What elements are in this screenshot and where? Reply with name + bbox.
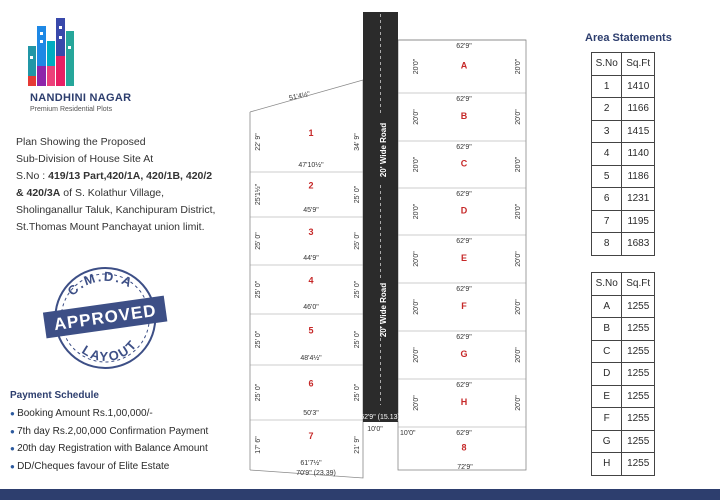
plot-label: G: [460, 349, 468, 359]
table-cell: 5: [592, 165, 622, 188]
payment-item: ● DD/Cheques favour of Elite Estate: [10, 458, 208, 476]
table-cell: 8: [592, 233, 622, 256]
plot-bottom-dimension: 61'7½": [300, 460, 322, 467]
table-row: [592, 98, 655, 121]
plot-right-dimension: 20'0": [515, 299, 522, 315]
plot-right-dimension: 25' 0": [354, 185, 361, 204]
table-cell: 1195: [622, 210, 655, 233]
payment-item: ● 20th day Registration with Balance Amount: [10, 440, 208, 458]
desc-line-2: Sub-Division of House Site At: [16, 153, 154, 165]
table-row: [592, 340, 655, 363]
table-cell: B: [592, 318, 622, 341]
payment-title: Payment Schedule: [10, 390, 99, 401]
plot-label: 2: [308, 180, 314, 191]
table-row: [592, 295, 655, 318]
plot-label: 7: [308, 431, 314, 441]
plot-bottom-dimension: 47'10½": [298, 162, 324, 169]
table-cell: 1255: [622, 363, 655, 386]
table-cell: 1255: [622, 453, 655, 476]
plot-bottom-dimension: 50'3": [303, 410, 319, 417]
table-cell: E: [592, 385, 622, 408]
plot-left-dimension: 25' 0": [255, 383, 262, 402]
plot-label: 5: [308, 325, 314, 336]
table-cell: A: [592, 295, 622, 318]
plot-label: C: [460, 158, 468, 169]
desc-line-1: Plan Showing the Proposed: [16, 136, 146, 148]
plot-label: 3: [308, 227, 314, 237]
brand-tagline: Premium Residential Plots: [30, 106, 113, 113]
plot-right-dimension: 21' 9": [354, 436, 361, 454]
table-row: [592, 453, 655, 476]
plot-right-dimension: 20'0": [515, 347, 522, 363]
table-cell: F: [592, 408, 622, 431]
table-cell: 4: [592, 143, 622, 166]
table-row: [592, 363, 655, 386]
table-cell: 1140: [622, 143, 655, 166]
table-cell: 7: [592, 210, 622, 233]
area-table-lettered: [591, 272, 655, 476]
plot-left-dimension: 20'0": [413, 203, 420, 220]
plot-left-dimension: 25' 0": [255, 232, 262, 250]
plot-top-dimension: 62'9": [456, 144, 472, 151]
table-cell: 1410: [622, 75, 655, 98]
plot-left-dimension: 20'0": [413, 251, 420, 267]
plot-left-dimension: 20'0": [413, 58, 420, 75]
plot-bottom-dimension: 48'4½": [300, 355, 322, 362]
table-cell: 1255: [622, 340, 655, 363]
plot-top-dimension: 62'9": [456, 43, 472, 50]
right-bottom-dimension: 72'9": [457, 464, 473, 471]
plot-right-dimension: 20'0": [515, 58, 522, 75]
table-row: [592, 385, 655, 408]
left-block-outline: [250, 80, 363, 478]
payment-item: ● Booking Amount Rs.1,00,000/-: [10, 405, 208, 423]
table-row: [592, 408, 655, 431]
plot-bottom-dimension: 46'0": [303, 304, 319, 311]
plot-top-dimension: 62'9": [456, 430, 472, 437]
desc-village: of S. Kolathur Village,: [60, 187, 165, 199]
table-cell: 2: [592, 98, 622, 121]
table-row: [592, 165, 655, 188]
corner-dimension: 10'0": [367, 426, 383, 433]
table-cell: 1255: [622, 295, 655, 318]
plot-right-dimension: 25' 0": [354, 383, 361, 402]
plot-left-dimension: 25' 0": [255, 330, 262, 349]
table-cell: 1166: [622, 98, 655, 121]
plot-top-dimension: 62'9": [456, 96, 472, 103]
plot-right-dimension: 20'0": [515, 395, 522, 411]
plot-label: 4: [308, 275, 314, 286]
table-header-cell: S.No: [592, 53, 622, 76]
footer-bar: [0, 489, 720, 500]
plot-left-dimension: 10'0": [400, 430, 416, 437]
plot-bottom-dimension: 45'9": [303, 207, 319, 214]
stamp-top-text: C.M.D.A: [64, 268, 137, 299]
table-cell: G: [592, 430, 622, 453]
road-label-bottom: 20' Wide Road: [379, 282, 388, 338]
desc-sno-values: 419/13 Part,420/1A, 420/1B, 420/2: [48, 170, 213, 182]
plot-right-dimension: 20'0": [515, 156, 522, 173]
table-row: [592, 318, 655, 341]
plot-label: D: [460, 205, 468, 216]
desc-line-6: St.Thomas Mount Panchayat union limit.: [16, 221, 205, 233]
plot-label: H: [460, 397, 468, 407]
table-cell: C: [592, 340, 622, 363]
plot-right-dimension: 34' 9": [354, 133, 361, 151]
table-cell: 1683: [622, 233, 655, 256]
table-cell: H: [592, 453, 622, 476]
table-cell: 1415: [622, 120, 655, 143]
table-row: [592, 233, 655, 256]
stamp-middle-text: APPROVED: [52, 300, 158, 335]
table-header-cell: S.No: [592, 273, 622, 296]
table-cell: 1255: [622, 430, 655, 453]
stamp-bottom-text: LAYOUT: [79, 336, 141, 365]
plot-label: 6: [308, 378, 314, 389]
plot-right-dimension: 20'0": [515, 109, 522, 125]
plot-top-dimension: 62'9": [456, 191, 472, 198]
table-cell: 1255: [622, 408, 655, 431]
plot-left-dimension: 25' 0": [255, 280, 262, 299]
payment-item: ● 7th day Rs.2,00,000 Confirmation Payment: [10, 423, 208, 441]
area-table-numbered: [591, 52, 655, 256]
table-row: [592, 210, 655, 233]
table-cell: 3: [592, 120, 622, 143]
plot-top-dimension: 62'9": [456, 238, 472, 245]
desc-sno-values-2: & 420/3A: [16, 187, 61, 199]
plot-label: B: [460, 111, 468, 121]
table-cell: 1255: [622, 385, 655, 408]
plot-bottom-dimension: 44'9": [303, 255, 319, 262]
table-row: [592, 75, 655, 98]
plot-label: A: [460, 60, 468, 71]
plot-right-dimension: 20'0": [515, 251, 522, 267]
plot-left-dimension: 20'0": [413, 109, 420, 125]
brand-name: NANDHINI NAGAR: [30, 92, 132, 104]
plot-left-dimension: 22' 9": [255, 133, 262, 151]
table-row: [592, 188, 655, 211]
table-cell: 1255: [622, 318, 655, 341]
road-width-label: 62'9" (15.13): [360, 414, 400, 421]
plot-right-dimension: 25' 0": [354, 330, 361, 349]
plot-top-dimension: 62'9": [456, 286, 472, 293]
table-cell: 6: [592, 188, 622, 211]
plot-left-dimension: 20'0": [413, 347, 420, 363]
plot-left-dimension: 20'0": [413, 395, 420, 411]
plot-right-dimension: 25' 0": [354, 280, 361, 299]
table-cell: 1: [592, 75, 622, 98]
plot-left-dimension: 25'1½": [255, 183, 262, 206]
table-cell: D: [592, 363, 622, 386]
plot-label: F: [461, 301, 467, 311]
area-statements-title: Area Statements: [585, 32, 672, 44]
plot-left-dimension: 17' 6": [255, 436, 262, 454]
plot-label: 1: [308, 128, 314, 138]
table-row: [592, 143, 655, 166]
table-header-cell: Sq.Ft: [622, 273, 655, 296]
table-cell: 1186: [622, 165, 655, 188]
table-header-cell: Sq.Ft: [622, 53, 655, 76]
table-row: [592, 430, 655, 453]
plot-right-dimension: 20'0": [515, 203, 522, 220]
desc-line-5: Sholinganallur Taluk, Kanchipuram District,: [16, 204, 216, 216]
desc-sno-label: S.No :: [16, 170, 49, 182]
left-top-dimension: 51'4½": [288, 90, 311, 103]
table-row: [592, 120, 655, 143]
plot-left-dimension: 20'0": [413, 299, 420, 315]
plot-left-dimension: 20'0": [413, 156, 420, 173]
left-outer-dimension: 70'9" (23.39): [296, 470, 336, 477]
plot-top-dimension: 62'9": [456, 334, 472, 341]
plot-right-dimension: 25' 0": [354, 232, 361, 250]
table-cell: 1231: [622, 188, 655, 211]
road-label-top: 20' Wide Road: [379, 122, 388, 178]
plot-label: E: [460, 253, 468, 263]
plot-label: 8: [461, 442, 467, 453]
plot-top-dimension: 62'9": [456, 382, 472, 389]
